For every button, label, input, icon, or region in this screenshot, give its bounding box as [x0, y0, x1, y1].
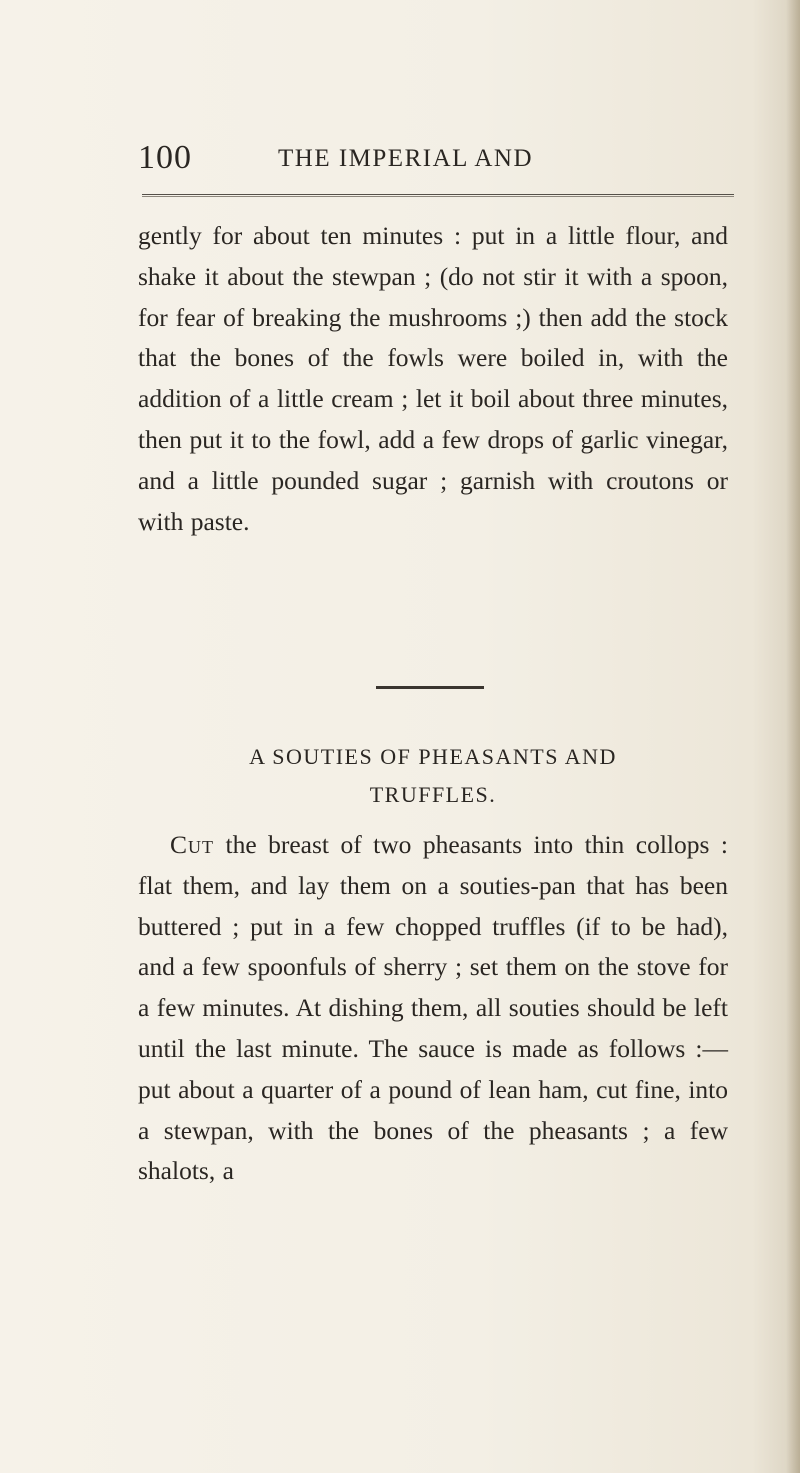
page-edge-shadow [786, 0, 800, 1473]
page-header [138, 138, 738, 178]
section-title-line-2: TRUFFLES. [369, 782, 497, 807]
paragraph-2 [138, 825, 728, 1192]
running-head: THE IMPERIAL AND [278, 145, 534, 172]
paragraph-1-text: gently for about ten minutes : put in a little flour, and shake it about the stewpan ; (do not stir it with a spoon, for fear of breaking the mushrooms ;) then add the stock that the bones of the fowls were boiled in, with the addition of a little cream ; let it boil about three minutes, then put it to the fowl, add a few drops of garlic vinegar, and a little pounded sugar ; garnish with croutons or with paste. [138, 221, 728, 536]
header-rule [142, 194, 734, 197]
paragraph-1 [138, 216, 728, 542]
section-divider [376, 686, 484, 689]
section-title-line-1: A SOUTIES OF PHEASANTS AND [249, 744, 617, 769]
paragraph-2-lead: Cut [170, 830, 215, 859]
section-title [138, 738, 728, 814]
paragraph-2-text: the breast of two pheasants into thin collops : flat them, and lay them on a souties-pan that has been buttered ; put in a few chopped truffles (if to be had), and a few spoonfuls of sherry ; set them on the stove for a few minutes. At dishing them, all souties should be left until the last minute. The sauce is made as follows :— put about a quarter of a pound of lean ham, cut fine, into a stewpan, with the bones of the pheasants ; a few shalots, a [138, 830, 728, 1186]
page-number: 100 [138, 139, 192, 176]
